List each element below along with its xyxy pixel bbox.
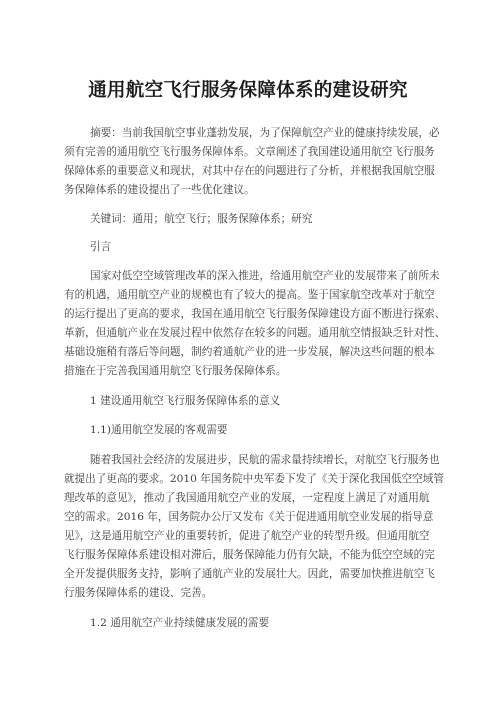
abstract-line: 摘要：当前我国航空事业蓬勃发展，为了保障航空产业的健康持续发展，必 — [90, 127, 440, 139]
body-line: 理改革的意见》，推动了我国通用航空产业的发展，一定程度上满足了对通用航 — [64, 492, 430, 504]
intro-line: 措施在于完善我国通用航空飞行服务保障体系。 — [64, 365, 287, 377]
body-line: 飞行服务保障体系建设相对滞后，服务保障能力仍有欠缺，不能为低空空域的完 — [64, 549, 435, 561]
intro-line: 革新，但通航产业在发展过程中依然存在较多的问题。通用航空情报缺乏针对性、 — [64, 327, 446, 339]
intro-line: 的运行提出了更高的要求，我国在通用航空飞行服务保障建设方面不断进行探索、 — [64, 308, 446, 320]
abstract-line: 须有完善的通用航空飞行服务保障体系。文章阐述了我国建设通用航空飞行服务 — [64, 146, 435, 158]
body-line: 就提出了更高的要求。2010 年国务院中央军委下发了《关于深化我国低空空域管 — [64, 473, 444, 485]
body-line: 随着我国社会经济的发展进步，民航的需求量持续增长，对航空飞行服务也 — [90, 454, 440, 466]
intro-line: 国家对低空空域管理改革的深入推进，给通用航空产业的发展带来了前所未 — [90, 270, 440, 282]
subsection-heading: 1.2 通用航空产业持续健康发展的需要 — [90, 617, 270, 629]
section-heading: 1 建设通用航空飞行服务保障体系的意义 — [90, 395, 281, 407]
body-line: 见》，这是通用航空产业的重要转折，促进了航空产业的转型升级。但通用航空 — [64, 530, 430, 542]
body-line: 空的需求。2016 年，国务院办公厅又发布《关于促进通用航空业发展的指导意 — [64, 511, 434, 523]
intro-line: 有的机遇，通用航空产业的规模也有了较大的提高。鉴于国家航空改革对于航空 — [64, 289, 435, 301]
subsection-heading: 1.1)通用航空发展的客观需要 — [90, 424, 228, 436]
keywords-line: 关键词：通用；航空飞行；服务保障体系；研究 — [90, 213, 313, 225]
abstract-line: 务保障体系的建设提出了一些优化建议。 — [64, 184, 255, 196]
body-line: 行服务保障体系的建设、完善。 — [64, 587, 213, 599]
document-title: 通用航空飞行服务保障体系的建设研究 — [88, 80, 408, 101]
intro-line: 基础设施稍有落后等问题，制约着通航产业的进一步发展，解决这些问题的根本 — [64, 346, 435, 358]
body-line: 全开发提供服务支持，影响了通航产业的发展壮大。因此，需要加快推进航空飞 — [64, 568, 435, 580]
intro-heading: 引言 — [90, 241, 112, 253]
abstract-line: 保障体系的重要意义和现状，对其中存在的问题进行了分析，并根据我国航空服 — [64, 165, 435, 177]
